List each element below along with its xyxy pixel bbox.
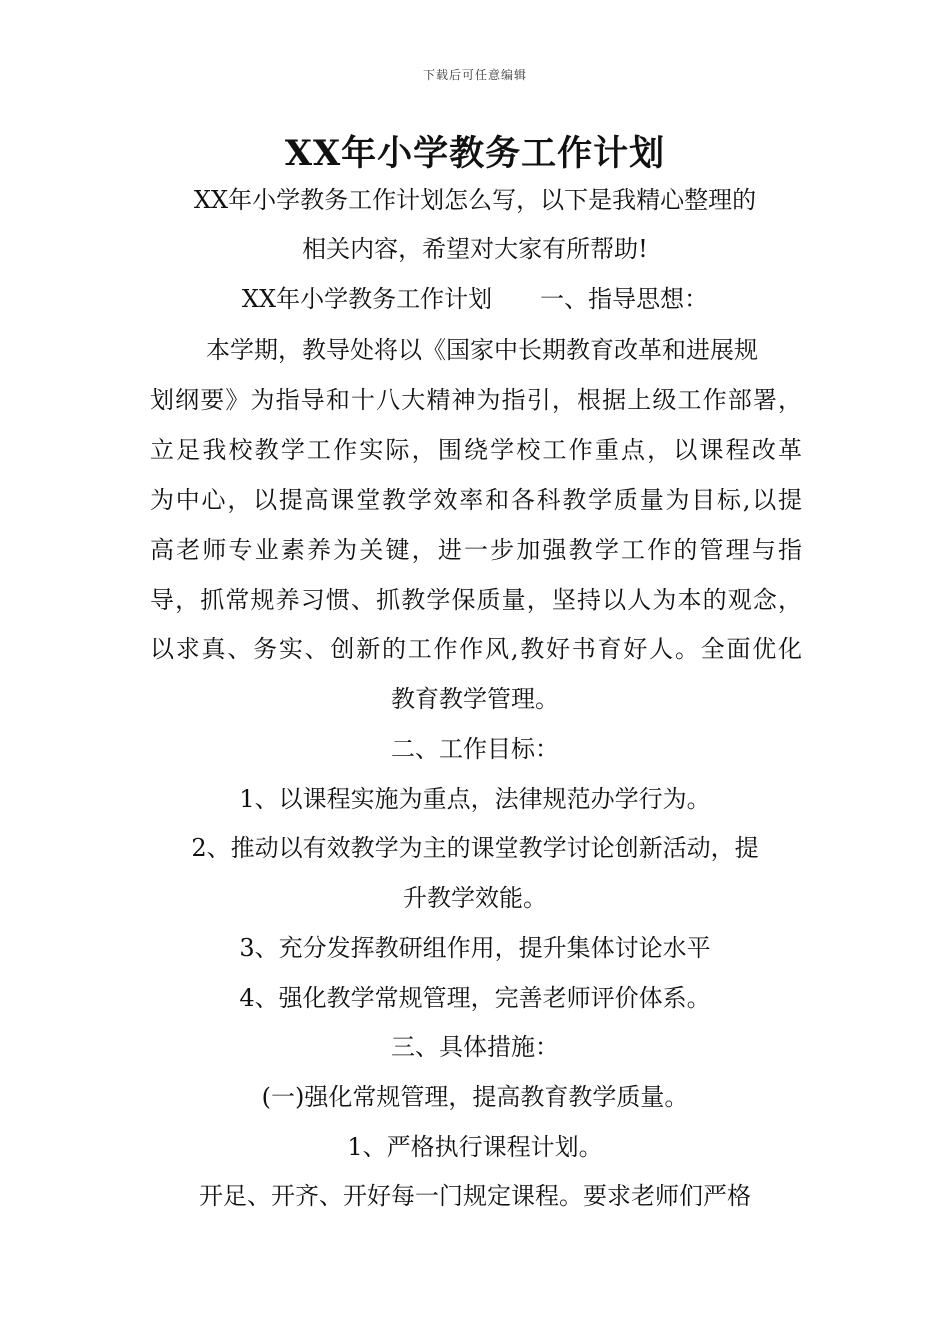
goal-item-1: 1、以课程实施为重点，法律规范办学行为。 [239,785,711,813]
paragraph-line: 以求真、务实、创新的工作作风,教好书育好人。全面优化 [150,635,802,663]
section-heading-measures: 三、具体措施： [391,1033,559,1061]
paragraph-line: 开足、开齐、开好每一门规定课程。要求老师们严格 [199,1182,751,1210]
intro-line-1: XX年小学教务工作计划怎么写，以下是我精心整理的 [193,186,757,214]
header-note: 下载后可任意编辑 [422,68,527,82]
goal-item-3: 3、充分发挥教研组作用，提升集体讨论水平 [239,934,711,962]
document-title: XX年小学教务工作计划 [284,133,666,174]
paragraph-line: 导，抓常规养习惯、抓教学保质量，坚持以人为本的观念， [150,586,802,614]
section-heading-guiding-thought: XX年小学教务工作计划 一、指导思想： [241,285,709,313]
paragraph-line: 教育教学管理。 [391,685,559,713]
intro-line-2: 相关内容，希望对大家有所帮助! [302,235,648,263]
goal-item-2-continued: 升教学效能。 [403,884,547,912]
paragraph-line: 为中心，以提高课堂教学效率和各科教学质量为目标,以提 [150,486,802,514]
goal-item-2: 2、推动以有效教学为主的课堂教学讨论创新活动，提 [191,834,759,862]
paragraph-line: 立足我校教学工作实际，围绕学校工作重点，以课程改革 [150,436,802,464]
subsection-heading: (一)强化常规管理，提高教育教学质量。 [261,1083,689,1111]
paragraph-line: 划纲要》为指导和十八大精神为指引，根据上级工作部署， [150,386,802,414]
section-heading-work-goals: 二、工作目标： [391,735,559,763]
goal-item-4: 4、强化教学常规管理，完善老师评价体系。 [239,984,711,1012]
paragraph-line: 高老师专业素养为关键，进一步加强教学工作的管理与指 [150,536,802,564]
paragraph-line: 本学期，教导处将以《国家中长期教育改革和进展规 [206,336,758,364]
measure-item-1: 1、严格执行课程计划。 [347,1133,603,1161]
